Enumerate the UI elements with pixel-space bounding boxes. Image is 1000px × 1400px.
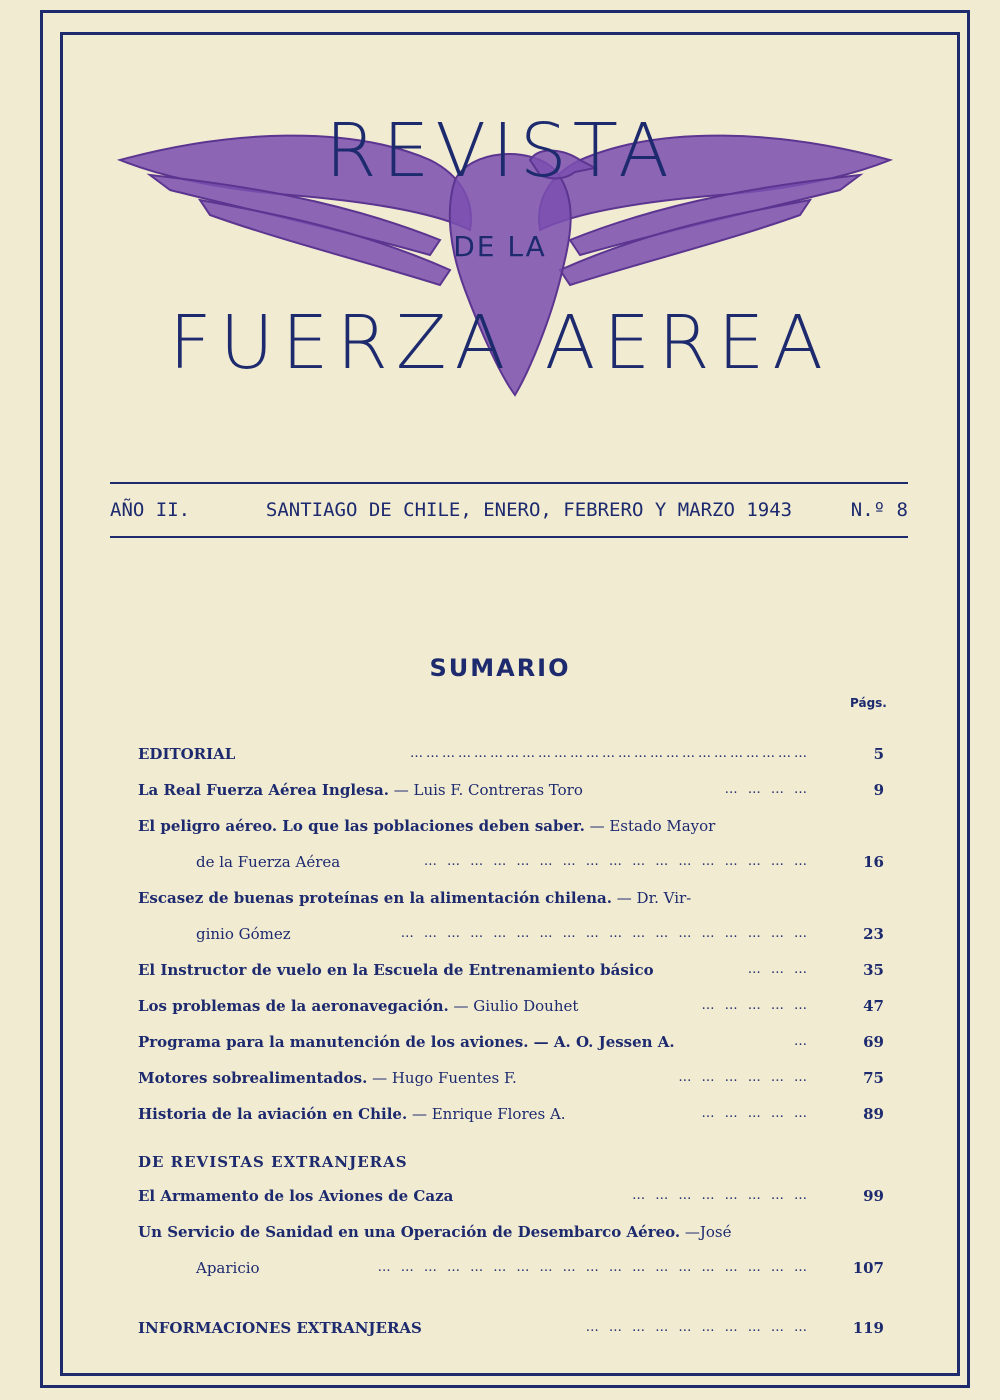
toc-entry-title: Motores sobrealimentados.: [138, 1069, 368, 1087]
toc-entry[interactable]: [138, 1214, 888, 1250]
issue-number: N.º 8: [850, 499, 908, 521]
toc-entry-title: El Instructor de vuelo en la Escuela de Entrenamiento básico: [138, 961, 654, 979]
toc-entry[interactable]: [138, 880, 888, 916]
toc-entry[interactable]: [138, 1060, 888, 1096]
toc-entry-continuation[interactable]: [138, 916, 888, 952]
toc-entry-author: — Enrique Flores A.: [407, 1105, 566, 1123]
toc-entry[interactable]: [138, 772, 888, 808]
toc-entry-page: 119: [852, 1319, 884, 1337]
toc-entry-author: — Hugo Fuentes F.: [367, 1069, 517, 1087]
leader-dots: … … … … … … … … … … … … … … … … …: [423, 854, 810, 869]
toc-entry-page: 5: [873, 745, 884, 763]
toc-entry-title: Los problemas de la aeronavegación.: [138, 997, 449, 1015]
toc-entry[interactable]: [138, 952, 888, 988]
toc-entry-title: INFORMACIONES EXTRANJERAS: [138, 1319, 422, 1337]
toc-entry[interactable]: [138, 808, 888, 844]
toc-entry-author: — Giulio Douhet: [448, 997, 579, 1015]
toc-entry-title: EDITORIAL: [138, 745, 236, 763]
toc-entry-title: Programa para la manutención de los aviones.: [138, 1033, 529, 1051]
toc-entry-author: — Luis F. Contreras Toro: [388, 781, 583, 799]
toc-entry-page: 75: [863, 1069, 884, 1087]
leader-dots: … … …: [747, 962, 810, 977]
toc-entry[interactable]: [138, 1178, 888, 1214]
toc-entry-page: 23: [863, 925, 884, 943]
masthead-fuerza-aerea: FUERZA AEREA: [169, 300, 831, 386]
toc-entry-author: — Dr. Vir-: [612, 889, 692, 907]
toc-entry-title: Historia de la aviación en Chile.: [138, 1105, 408, 1123]
spacer: [138, 1286, 888, 1310]
leader-dots: …………………………………………………………………: [410, 746, 810, 761]
toc-entry[interactable]: [138, 1096, 888, 1132]
leader-dots: … … … … …: [701, 1106, 810, 1121]
toc-entry-page: 107: [852, 1259, 884, 1277]
toc-entry-continuation[interactable]: [138, 1250, 888, 1286]
toc-entry-page: 69: [863, 1033, 884, 1051]
toc-entry[interactable]: [138, 1310, 888, 1346]
section-heading-foreign: DE REVISTAS EXTRANJERAS: [138, 1153, 408, 1171]
toc-entry-page: 9: [873, 781, 884, 799]
leader-dots: … … … … … … … … … … … … … … … … … …: [400, 926, 810, 941]
toc-entry-author: —José: [680, 1223, 732, 1241]
toc-entry[interactable]: [138, 736, 888, 772]
toc-entry[interactable]: [138, 1024, 888, 1060]
leader-dots: …: [794, 1034, 810, 1049]
leader-dots: … … … … … …: [678, 1070, 810, 1085]
leader-dots: … … … … …: [701, 998, 810, 1013]
toc-entry-author-cont: ginio Gómez: [196, 925, 291, 943]
toc-entry-author: — A. O. Jessen A.: [528, 1033, 675, 1051]
issue-place-date: SANTIAGO DE CHILE, ENERO, FEBRERO Y MARZO 1943: [265, 499, 793, 521]
toc-entry-author-cont: Aparicio: [196, 1259, 260, 1277]
sumario-title: SUMARIO: [429, 654, 571, 682]
toc-entry-continuation[interactable]: [138, 844, 888, 880]
table-of-contents: [138, 736, 888, 1346]
toc-entry-author-cont: de la Fuerza Aérea: [196, 853, 341, 871]
toc-entry-title: Escasez de buenas proteínas en la alimentación chilena.: [138, 889, 612, 907]
toc-entry-page: 16: [863, 853, 884, 871]
toc-entry-title: El Armamento de los Aviones de Caza: [138, 1187, 454, 1205]
toc-entry-title: El peligro aéreo. Lo que las poblaciones deben saber.: [138, 817, 585, 835]
issue-info-bar: [110, 482, 908, 538]
toc-entry-page: 99: [863, 1187, 884, 1205]
issue-year: AÑO II.: [110, 499, 191, 521]
toc-entry[interactable]: [138, 988, 888, 1024]
toc-entry-title: Un Servicio de Sanidad en una Operación de Desembarco Aéreo.: [138, 1223, 681, 1241]
toc-entry-title: La Real Fuerza Aérea Inglesa.: [138, 781, 389, 799]
leader-dots: … … … … … … … …: [632, 1188, 810, 1203]
toc-entry-page: 47: [863, 997, 884, 1015]
toc-entry-page: 35: [863, 961, 884, 979]
toc-entry-page: 89: [863, 1105, 884, 1123]
toc-entry-author: — Estado Mayor: [584, 817, 716, 835]
leader-dots: … … … … … … … … … … … … … … … … … … …: [377, 1260, 810, 1275]
masthead-revista: REVISTA: [325, 108, 675, 194]
masthead-de-la: DE LA: [453, 230, 547, 263]
leader-dots: … … … …: [724, 782, 810, 797]
leader-dots: … … … … … … … … … …: [585, 1320, 810, 1335]
pages-header: Págs.: [850, 696, 887, 710]
